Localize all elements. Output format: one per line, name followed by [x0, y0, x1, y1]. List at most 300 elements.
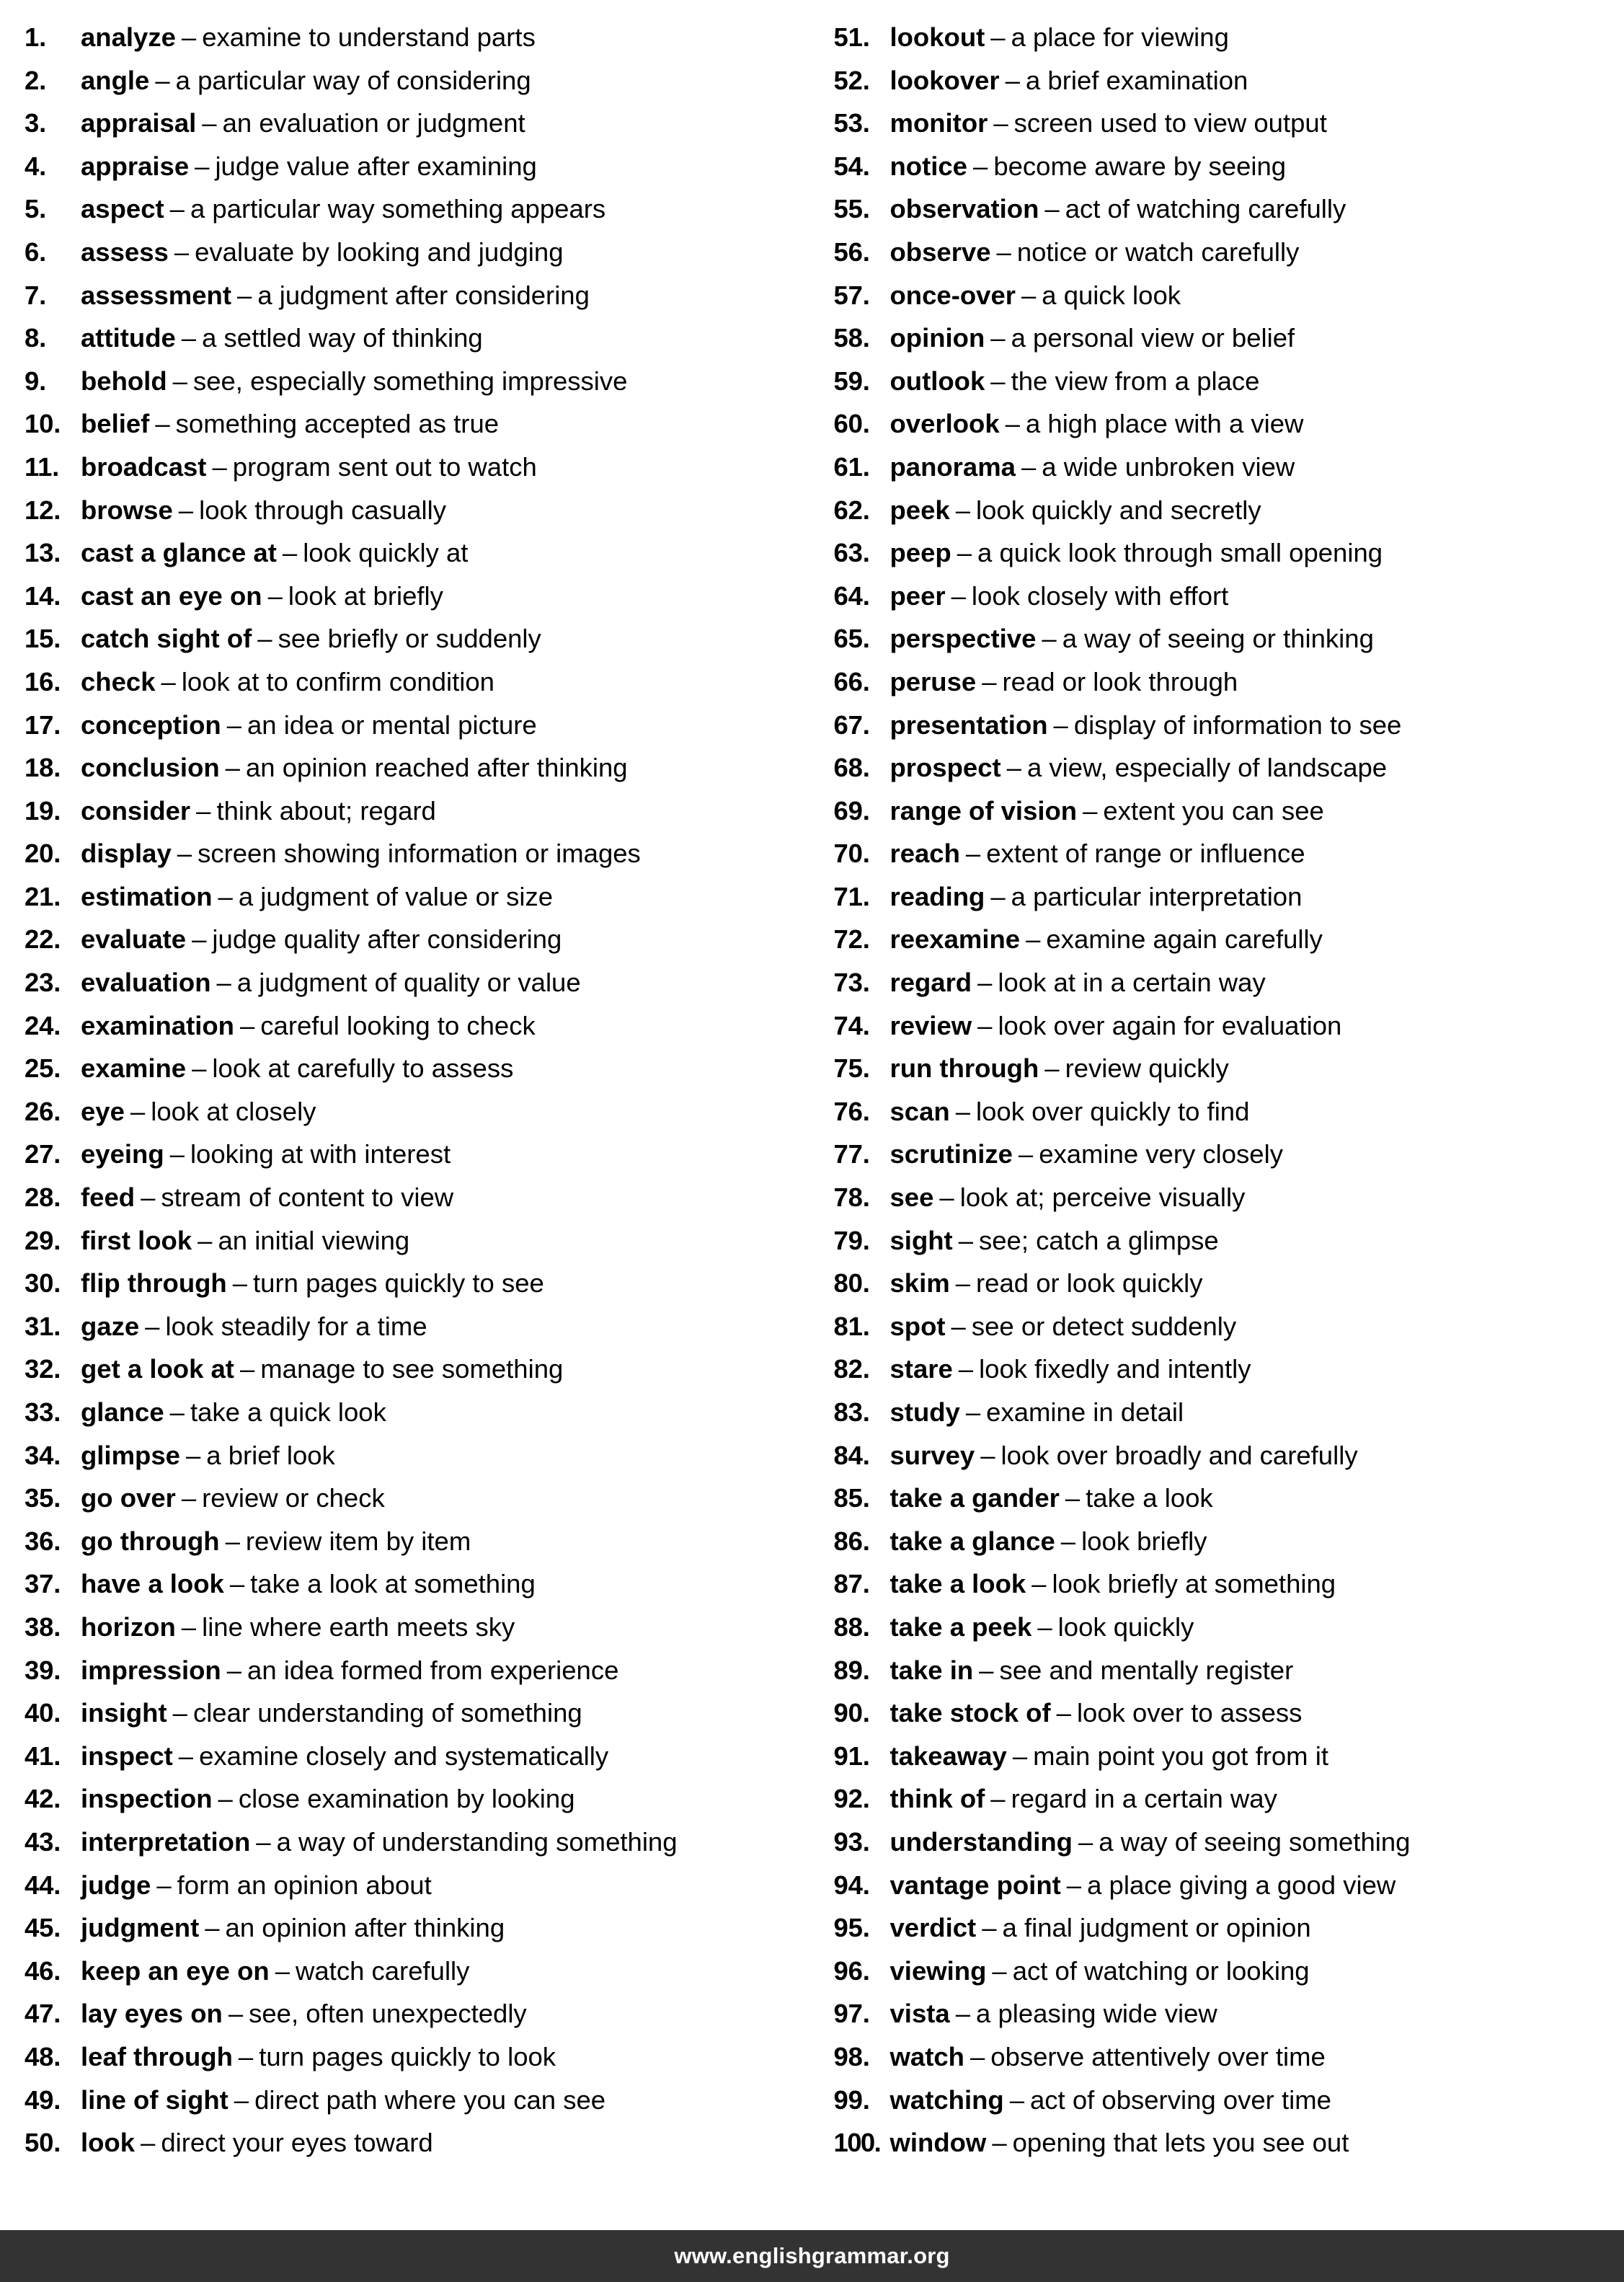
list-item-number: 50.	[25, 2128, 61, 2158]
list-item-term: gaze	[81, 1311, 140, 1341]
list-item-definition: examine again carefully	[1046, 924, 1323, 955]
list-item-term: reexamine	[889, 924, 1021, 955]
list-item-definition: turn pages quickly to see	[253, 1268, 544, 1299]
list-item	[25, 617, 799, 660]
list-column-left	[25, 16, 812, 2217]
list-item-definition: look through casually	[199, 495, 447, 525]
list-item-definition: extent you can see	[1103, 795, 1324, 826]
list-item	[834, 832, 1600, 875]
list-item-term: once-over	[889, 280, 1016, 310]
list-item-dash: –	[161, 666, 176, 696]
list-item-definition: see, often unexpectedly	[249, 1999, 527, 2029]
list-item-definition: look over broadly and carefully	[1000, 1440, 1358, 1470]
list-item-dash: –	[965, 839, 981, 869]
list-item-dash: –	[969, 2041, 985, 2071]
list-item	[834, 1691, 1600, 1735]
list-item-dash: –	[1031, 1569, 1047, 1599]
list-item-dash: –	[1006, 753, 1021, 783]
list-item-number: 65.	[833, 624, 870, 654]
list-item-term: browse	[81, 495, 173, 525]
list-item	[25, 1305, 799, 1348]
list-item-dash: –	[232, 1268, 248, 1299]
list-item-number: 10.	[25, 409, 61, 439]
list-item-number: 52.	[833, 65, 870, 95]
list-item	[834, 961, 1600, 1004]
list-item-term: consider	[81, 795, 191, 826]
list-item-term: go over	[81, 1483, 176, 1513]
list-item-definition: a personal view or belief	[1011, 323, 1295, 353]
list-item	[834, 102, 1600, 145]
list-item-definition: see; catch a glimpse	[979, 1225, 1219, 1255]
list-item-number: 46.	[25, 1955, 61, 1986]
list-item-definition: a settled way of thinking	[202, 323, 483, 353]
list-item-number: 99.	[833, 2084, 870, 2115]
list-item	[25, 16, 799, 59]
list-item-term: broadcast	[81, 451, 207, 482]
list-item-number: 21.	[25, 881, 61, 911]
list-item-term: takeaway	[889, 1741, 1007, 1771]
list-item	[834, 59, 1600, 102]
list-item-dash: –	[169, 1139, 185, 1169]
list-item-term: take in	[889, 1655, 974, 1685]
list-item-number: 9.	[25, 366, 47, 396]
list-item-definition: look fixedly and intently	[979, 1354, 1251, 1384]
list-item-number: 32.	[25, 1354, 61, 1384]
list-item-number: 55.	[833, 194, 870, 224]
list-item	[25, 704, 799, 747]
list-item-dash: –	[1044, 194, 1060, 224]
list-item-number: 28.	[25, 1182, 61, 1213]
list-item-term: regard	[889, 968, 972, 998]
list-item-number: 57.	[833, 280, 870, 310]
list-item-number: 86.	[833, 1526, 870, 1556]
list-item-definition: something accepted as true	[175, 409, 500, 439]
list-item	[25, 317, 799, 360]
list-item-term: peruse	[889, 666, 977, 696]
list-item-dash: –	[1078, 1826, 1093, 1857]
list-item-definition: see and mentally register	[999, 1655, 1294, 1685]
list-item-number: 5.	[25, 194, 47, 224]
list-item-number: 14.	[25, 580, 61, 611]
list-item	[25, 1777, 799, 1821]
list-item-dash: –	[965, 1397, 981, 1427]
list-item-term: feed	[81, 1182, 136, 1213]
list-item-definition: think about; regard	[216, 795, 436, 826]
list-item-term: judgment	[81, 1913, 200, 1943]
list-item-dash: –	[195, 151, 210, 181]
list-item-dash: –	[957, 538, 972, 568]
list-item-definition: take a look	[1086, 1483, 1213, 1513]
list-item-definition: a judgment after considering	[257, 280, 590, 310]
list-item-definition: the view from a place	[1011, 366, 1260, 396]
list-item-term: eye	[81, 1096, 125, 1126]
list-item	[834, 2035, 1600, 2079]
list-item	[25, 1950, 799, 1993]
list-item-definition: take a quick look	[190, 1397, 386, 1427]
list-item-definition: regard in a certain way	[1011, 1784, 1277, 1814]
list-item-term: peer	[889, 580, 946, 611]
list-item-term: have a look	[81, 1569, 224, 1599]
list-item-term: lookout	[889, 22, 985, 52]
list-item-number: 40.	[25, 1698, 61, 1728]
list-item	[25, 961, 799, 1004]
list-item-dash: –	[1042, 624, 1057, 654]
list-item-definition: direct path where you can see	[254, 2084, 606, 2115]
list-item-definition: look quickly	[1057, 1611, 1194, 1642]
list-item	[834, 617, 1600, 660]
list-item-term: prospect	[889, 753, 1001, 783]
list-item-number: 3.	[25, 108, 47, 138]
list-item-term: appraisal	[81, 108, 197, 138]
list-item-definition: a brief examination	[1025, 65, 1248, 95]
list-item-term: peek	[889, 495, 950, 525]
list-item-number: 68.	[833, 753, 870, 783]
list-item-definition: an initial viewing	[218, 1225, 410, 1255]
list-item	[25, 660, 799, 704]
list-item	[834, 1520, 1600, 1563]
list-item-definition: opening that lets you see out	[1012, 2128, 1349, 2158]
list-item-term: peep	[889, 538, 951, 568]
list-item-term: evaluate	[81, 924, 187, 955]
list-item-term: cast an eye on	[81, 580, 262, 611]
list-item	[25, 2079, 799, 2122]
list-item	[25, 1348, 799, 1391]
list-column-right	[812, 16, 1600, 2217]
list-item	[25, 531, 799, 575]
list-item	[834, 1434, 1600, 1477]
list-item-dash: –	[958, 1225, 973, 1255]
list-item	[834, 746, 1600, 790]
list-item-definition: a way of seeing or thinking	[1062, 624, 1374, 654]
list-item-number: 95.	[833, 1913, 870, 1943]
list-item	[834, 1562, 1600, 1606]
list-item-definition: act of observing over time	[1030, 2084, 1331, 2115]
list-item-number: 12.	[25, 495, 61, 525]
list-item	[834, 145, 1600, 188]
list-item-dash: –	[1065, 1483, 1081, 1513]
list-item-definition: a final judgment or opinion	[1002, 1913, 1311, 1943]
list-item	[25, 832, 799, 875]
list-item-term: line of sight	[81, 2084, 228, 2115]
list-item-number: 53.	[833, 108, 870, 138]
list-item-term: take a gander	[889, 1483, 1060, 1513]
list-item-dash: –	[980, 1440, 995, 1470]
list-item-definition: an idea formed from experience	[247, 1655, 619, 1685]
list-item-number: 91.	[833, 1741, 870, 1771]
list-item	[834, 1864, 1600, 1907]
list-item-definition: examine very closely	[1039, 1139, 1283, 1169]
list-item-definition: careful looking to check	[260, 1010, 536, 1040]
list-item-definition: screen showing information or images	[198, 839, 641, 869]
list-item-dash: –	[205, 1913, 220, 1943]
list-item-definition: watch carefully	[296, 1955, 470, 1986]
list-item-definition: examine to understand parts	[202, 22, 536, 52]
list-item-definition: act of watching or looking	[1012, 1955, 1310, 1986]
list-item-number: 25.	[25, 1053, 61, 1084]
list-item-definition: a place giving a good view	[1087, 1870, 1396, 1900]
list-item	[25, 1562, 799, 1606]
list-item	[25, 918, 799, 961]
list-item-term: lay eyes on	[81, 1999, 223, 2029]
list-item-definition: read or look quickly	[976, 1268, 1203, 1299]
list-item-dash: –	[1012, 1741, 1028, 1771]
list-item-term: skim	[889, 1268, 950, 1299]
list-item-term: glimpse	[81, 1440, 180, 1470]
list-item-dash: –	[1021, 451, 1037, 482]
list-item-number: 16.	[25, 666, 61, 696]
list-item-number: 94.	[833, 1870, 870, 1900]
list-item-definition: become aware by seeing	[993, 151, 1287, 181]
list-item	[834, 1906, 1600, 1950]
list-item-definition: look quickly and secretly	[976, 495, 1261, 525]
list-item-dash: –	[1083, 795, 1098, 826]
list-item-number: 45.	[25, 1913, 61, 1943]
list-item	[25, 790, 799, 833]
list-item-definition: a particular way of considering	[175, 65, 531, 95]
list-item	[25, 1004, 799, 1048]
list-item	[25, 2121, 799, 2164]
list-item-dash: –	[1009, 2084, 1024, 2115]
list-item-dash: –	[145, 1311, 160, 1341]
list-item-dash: –	[282, 538, 298, 568]
list-item-term: go through	[81, 1526, 220, 1556]
list-item	[834, 1649, 1600, 1692]
list-item-number: 20.	[25, 839, 61, 869]
list-item	[25, 489, 799, 532]
list-item-dash: –	[181, 323, 197, 353]
list-item-dash: –	[212, 451, 227, 482]
list-item	[834, 1219, 1600, 1262]
list-item	[834, 660, 1600, 704]
list-item-dash: –	[955, 1096, 971, 1126]
list-item-term: survey	[889, 1440, 975, 1470]
list-item-number: 19.	[25, 795, 61, 826]
list-item-definition: display of information to see	[1073, 709, 1402, 740]
list-item-term: take a peek	[889, 1611, 1032, 1642]
list-item-definition: a judgment of quality or value	[236, 968, 581, 998]
list-item-definition: an evaluation or judgment	[222, 108, 525, 138]
list-item-term: eyeing	[81, 1139, 164, 1169]
list-item-dash: –	[172, 1698, 187, 1728]
list-item-term: aspect	[81, 194, 164, 224]
list-item-number: 64.	[833, 580, 870, 611]
list-item-dash: –	[155, 409, 170, 439]
list-item-definition: look over to assess	[1076, 1698, 1303, 1728]
list-item-number: 34.	[25, 1440, 61, 1470]
list-item-number: 88.	[833, 1611, 870, 1642]
list-item-number: 51.	[833, 22, 870, 52]
list-item-number: 39.	[25, 1655, 61, 1685]
list-item	[834, 1950, 1600, 1993]
list-item-definition: an opinion after thinking	[225, 1913, 505, 1943]
list-item-term: flip through	[81, 1268, 227, 1299]
list-item	[834, 918, 1600, 961]
list-item	[834, 317, 1600, 360]
list-item-definition: look at closely	[151, 1096, 316, 1126]
list-item-term: horizon	[81, 1611, 176, 1642]
list-item-number: 54.	[833, 151, 870, 181]
list-item-term: leaf through	[81, 2041, 233, 2071]
list-item-number: 72.	[833, 924, 870, 955]
list-item-number: 63.	[833, 538, 870, 568]
list-item-dash: –	[1066, 1870, 1082, 1900]
list-item-number: 73.	[833, 968, 870, 998]
list-item-dash: –	[181, 1483, 197, 1513]
list-item-definition: examine closely and systematically	[199, 1741, 609, 1771]
list-item-dash: –	[977, 968, 993, 998]
list-item-term: display	[81, 839, 172, 869]
list-item-term: study	[889, 1397, 960, 1427]
list-item	[25, 360, 799, 403]
list-item-definition: notice or watch carefully	[1016, 236, 1300, 267]
list-item-number: 80.	[833, 1268, 870, 1299]
list-item-definition: an opinion reached after thinking	[245, 753, 628, 783]
list-item-term: inspect	[81, 1741, 173, 1771]
list-item-number: 70.	[833, 839, 870, 869]
list-item-term: interpretation	[81, 1826, 251, 1857]
list-item-definition: a place for viewing	[1011, 22, 1229, 52]
list-item	[834, 2121, 1600, 2164]
list-item-definition: a way of seeing something	[1099, 1826, 1411, 1857]
list-item	[834, 1305, 1600, 1348]
list-item-definition: a pleasing wide view	[976, 1999, 1217, 2029]
list-item-dash: –	[1056, 1698, 1071, 1728]
list-item-term: think of	[889, 1784, 985, 1814]
list-item-dash: –	[177, 839, 192, 869]
list-item	[834, 1004, 1600, 1048]
list-item-dash: –	[229, 1569, 245, 1599]
list-item-number: 15.	[25, 624, 61, 654]
list-item-number: 81.	[833, 1311, 870, 1341]
list-item-definition: see, especially something impressive	[192, 366, 628, 396]
list-item-number: 2.	[25, 65, 47, 95]
list-item-dash: –	[992, 1955, 1007, 1986]
list-item-term: impression	[81, 1655, 221, 1685]
list-item	[25, 402, 799, 446]
list-item	[25, 274, 799, 317]
list-item-definition: look over quickly to find	[976, 1096, 1250, 1126]
list-item-number: 78.	[833, 1182, 870, 1213]
list-item-number: 97.	[833, 1999, 870, 2029]
list-item-dash: –	[982, 1913, 997, 1943]
list-item-dash: –	[238, 2041, 254, 2071]
list-item-term: catch sight of	[81, 624, 252, 654]
list-item	[25, 1649, 799, 1692]
list-item	[25, 1821, 799, 1864]
list-item-definition: direct your eyes toward	[161, 2128, 433, 2158]
list-item-term: cast a glance at	[81, 538, 277, 568]
list-item	[25, 746, 799, 790]
list-item-dash: –	[990, 22, 1006, 52]
list-item-dash: –	[185, 1440, 201, 1470]
list-item-definition: look closely with effort	[971, 580, 1229, 611]
list-item-dash: –	[955, 1999, 971, 2029]
list-item-definition: manage to see something	[260, 1354, 564, 1384]
list-item-dash: –	[990, 881, 1006, 911]
list-item-term: insight	[81, 1698, 167, 1728]
list-item-number: 43.	[25, 1826, 61, 1857]
list-item-dash: –	[982, 666, 997, 696]
list-item-definition: clear understanding of something	[192, 1698, 582, 1728]
list-item-definition: program sent out to watch	[232, 451, 537, 482]
list-item-definition: see or detect suddenly	[971, 1311, 1237, 1341]
list-item-term: understanding	[889, 1826, 1073, 1857]
list-item-definition: a judgment of value or size	[238, 881, 554, 911]
list-item-number: 75.	[833, 1053, 870, 1084]
list-item-number: 30.	[25, 1268, 61, 1299]
list-item-definition: a quick look through small opening	[977, 538, 1383, 568]
list-item-term: examination	[81, 1010, 234, 1040]
list-item	[834, 575, 1600, 618]
list-item-term: take a glance	[889, 1526, 1055, 1556]
list-item-definition: look briefly at something	[1052, 1569, 1336, 1599]
list-item-number: 47.	[25, 1999, 61, 2029]
list-item-number: 4.	[25, 151, 47, 181]
list-item-term: appraise	[81, 151, 190, 181]
list-item-dash: –	[178, 1741, 194, 1771]
list-item-term: first look	[81, 1225, 192, 1255]
list-item-dash: –	[256, 1826, 271, 1857]
list-item-definition: an idea or mental picture	[247, 709, 537, 740]
list-item-term: overlook	[889, 409, 1000, 439]
list-item-definition: look at carefully to assess	[212, 1053, 514, 1084]
list-item	[834, 16, 1600, 59]
list-item-definition: a high place with a view	[1025, 409, 1304, 439]
list-item-dash: –	[1037, 1611, 1052, 1642]
list-item-definition: act of watching carefully	[1065, 194, 1346, 224]
list-item-term: reading	[889, 881, 985, 911]
list-item-dash: –	[977, 1010, 993, 1040]
list-item	[834, 1821, 1600, 1864]
list-item-definition: see briefly or suddenly	[278, 624, 541, 654]
list-item-number: 62.	[833, 495, 870, 525]
list-item-dash: –	[951, 580, 966, 611]
list-item-definition: evaluate by looking and judging	[195, 236, 564, 267]
list-item-dash: –	[1005, 65, 1020, 95]
list-item-definition: a quick look	[1042, 280, 1181, 310]
list-item-term: inspection	[81, 1784, 213, 1814]
list-item-definition: review item by item	[245, 1526, 471, 1556]
list-item-dash: –	[196, 795, 211, 826]
list-item-term: get a look at	[81, 1354, 234, 1384]
list-item	[25, 1434, 799, 1477]
list-item	[25, 1691, 799, 1735]
list-item-number: 83.	[833, 1397, 870, 1427]
list-item-number: 18.	[25, 753, 61, 783]
list-item	[834, 531, 1600, 575]
list-item-number: 58.	[833, 323, 870, 353]
list-item-term: observe	[889, 236, 991, 267]
list-item-term: examine	[81, 1053, 187, 1084]
list-item-number: 60.	[833, 409, 870, 439]
list-item	[834, 1992, 1600, 2035]
list-item-definition: a way of understanding something	[276, 1826, 678, 1857]
list-item	[834, 489, 1600, 532]
list-item-number: 33.	[25, 1397, 61, 1427]
list-item-term: window	[889, 2128, 987, 2158]
list-item-term: conclusion	[81, 753, 220, 783]
list-item-term: verdict	[889, 1913, 977, 1943]
list-item	[834, 1262, 1600, 1305]
list-item-term: panorama	[889, 451, 1016, 482]
list-item-dash: –	[198, 1225, 213, 1255]
list-item-dash: –	[172, 366, 187, 396]
list-item-term: scrutinize	[889, 1139, 1013, 1169]
list-item-term: watching	[889, 2084, 1004, 2115]
list-item	[834, 1090, 1600, 1133]
list-item-definition: judge quality after considering	[212, 924, 562, 955]
list-item-term: outlook	[889, 366, 985, 396]
